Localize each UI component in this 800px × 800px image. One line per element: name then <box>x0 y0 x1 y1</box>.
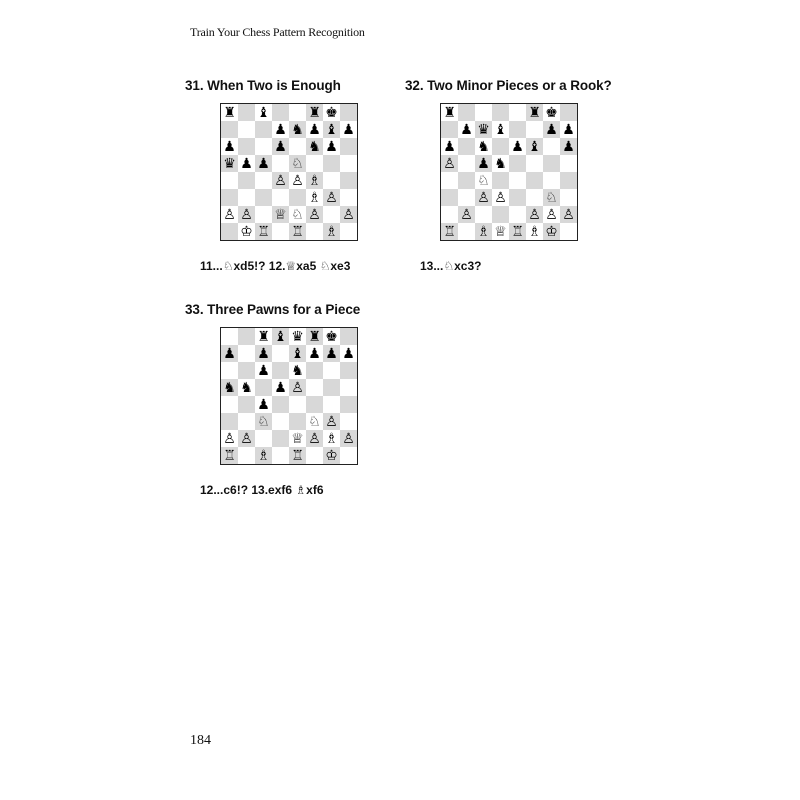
black-pawn-icon: ♟ <box>509 138 526 155</box>
move-text: 13... <box>420 259 444 273</box>
board-square <box>526 189 543 206</box>
black-rook-icon: ♜ <box>306 328 323 345</box>
puzzle-title: 33. Three Pawns for a Piece <box>185 302 361 317</box>
white-pawn-icon: ♙ <box>323 413 340 430</box>
white-pawn-icon: ♙ <box>306 430 323 447</box>
white-rook-icon: ♖ <box>255 223 272 240</box>
white-bishop-icon: ♗ <box>323 430 340 447</box>
figurine-icon: ♗ <box>295 483 307 497</box>
board-square <box>340 447 357 464</box>
board-square <box>323 206 340 223</box>
white-bishop-icon: ♗ <box>526 223 543 240</box>
board-square <box>306 379 323 396</box>
board-square <box>458 172 475 189</box>
board-square <box>340 138 357 155</box>
board-square <box>526 172 543 189</box>
black-bishop-icon: ♝ <box>255 104 272 121</box>
white-king-icon: ♔ <box>323 447 340 464</box>
white-knight-icon: ♘ <box>289 155 306 172</box>
board-square <box>272 104 289 121</box>
white-pawn-icon: ♙ <box>323 189 340 206</box>
black-bishop-icon: ♝ <box>323 121 340 138</box>
board-square <box>221 328 238 345</box>
white-knight-icon: ♘ <box>543 189 560 206</box>
white-pawn-icon: ♙ <box>492 189 509 206</box>
board-square <box>340 413 357 430</box>
board-square <box>238 362 255 379</box>
board-square <box>272 396 289 413</box>
white-pawn-icon: ♙ <box>560 206 577 223</box>
puzzle-title: 31. When Two is Enough <box>185 78 341 93</box>
white-queen-icon: ♕ <box>289 430 306 447</box>
white-queen-icon: ♕ <box>272 206 289 223</box>
move-text: 11... <box>200 259 223 273</box>
move-line-33 <box>200 483 324 497</box>
black-knight-icon: ♞ <box>306 138 323 155</box>
board-square <box>306 223 323 240</box>
black-pawn-icon: ♟ <box>458 121 475 138</box>
board-square <box>238 104 255 121</box>
board-square <box>441 172 458 189</box>
board-square <box>509 206 526 223</box>
board-square <box>238 345 255 362</box>
board-square <box>340 189 357 206</box>
white-pawn-icon: ♙ <box>238 430 255 447</box>
board-square <box>272 345 289 362</box>
white-pawn-icon: ♙ <box>458 206 475 223</box>
white-bishop-icon: ♗ <box>306 172 323 189</box>
board-square <box>238 447 255 464</box>
black-pawn-icon: ♟ <box>272 379 289 396</box>
board-square <box>441 206 458 223</box>
board-square <box>340 223 357 240</box>
move-text: xe3 <box>330 259 351 273</box>
board-square <box>255 172 272 189</box>
board-square <box>289 396 306 413</box>
black-knight-icon: ♞ <box>238 379 255 396</box>
black-rook-icon: ♜ <box>221 104 238 121</box>
board-square <box>221 121 238 138</box>
board-square <box>560 189 577 206</box>
board-square <box>340 328 357 345</box>
black-pawn-icon: ♟ <box>306 121 323 138</box>
board-square <box>340 172 357 189</box>
board-square <box>272 362 289 379</box>
black-pawn-icon: ♟ <box>560 121 577 138</box>
white-bishop-icon: ♗ <box>255 447 272 464</box>
black-rook-icon: ♜ <box>526 104 543 121</box>
board-square <box>238 396 255 413</box>
black-pawn-icon: ♟ <box>340 345 357 362</box>
white-king-icon: ♔ <box>543 223 560 240</box>
black-bishop-icon: ♝ <box>289 345 306 362</box>
board-square <box>255 189 272 206</box>
board-square <box>272 430 289 447</box>
white-pawn-icon: ♙ <box>441 155 458 172</box>
white-pawn-icon: ♙ <box>543 206 560 223</box>
board-square <box>340 155 357 172</box>
black-knight-icon: ♞ <box>492 155 509 172</box>
board-square <box>221 223 238 240</box>
black-bishop-icon: ♝ <box>526 138 543 155</box>
board-square <box>306 447 323 464</box>
white-knight-icon: ♘ <box>475 172 492 189</box>
board-square <box>560 155 577 172</box>
white-rook-icon: ♖ <box>441 223 458 240</box>
white-pawn-icon: ♙ <box>475 189 492 206</box>
board-square <box>238 138 255 155</box>
white-pawn-icon: ♙ <box>289 379 306 396</box>
board-square <box>238 121 255 138</box>
chess-board-33 <box>220 327 358 465</box>
black-bishop-icon: ♝ <box>492 121 509 138</box>
board-square <box>306 155 323 172</box>
board-square <box>560 104 577 121</box>
white-queen-icon: ♕ <box>492 223 509 240</box>
board-square <box>289 189 306 206</box>
board-square <box>526 155 543 172</box>
white-bishop-icon: ♗ <box>323 223 340 240</box>
black-king-icon: ♚ <box>323 328 340 345</box>
puzzle-title: 32. Two Minor Pieces or a Rook? <box>405 78 612 93</box>
board-square <box>458 138 475 155</box>
move-text: xc3? <box>454 259 482 273</box>
page-number: 184 <box>190 733 211 748</box>
board-square <box>272 223 289 240</box>
black-pawn-icon: ♟ <box>272 138 289 155</box>
black-pawn-icon: ♟ <box>255 345 272 362</box>
move-text: xf6 <box>306 483 324 497</box>
white-bishop-icon: ♗ <box>475 223 492 240</box>
black-bishop-icon: ♝ <box>272 328 289 345</box>
board-square <box>221 189 238 206</box>
board-square <box>238 189 255 206</box>
white-knight-icon: ♘ <box>255 413 272 430</box>
black-rook-icon: ♜ <box>441 104 458 121</box>
board-square <box>323 172 340 189</box>
black-pawn-icon: ♟ <box>306 345 323 362</box>
board-square <box>238 172 255 189</box>
board-square <box>272 413 289 430</box>
board-square <box>441 121 458 138</box>
white-pawn-icon: ♙ <box>272 172 289 189</box>
board-square <box>289 138 306 155</box>
figurine-icon: ♘ <box>319 259 331 273</box>
board-square <box>238 413 255 430</box>
board-square <box>323 379 340 396</box>
board-square <box>306 362 323 379</box>
white-pawn-icon: ♙ <box>340 430 357 447</box>
board-square <box>458 155 475 172</box>
black-knight-icon: ♞ <box>289 121 306 138</box>
move-line-31 <box>200 259 350 273</box>
puzzle-33 <box>185 302 360 317</box>
puzzle-32 <box>405 78 612 93</box>
board-square <box>441 189 458 206</box>
board-square <box>323 396 340 413</box>
black-knight-icon: ♞ <box>221 379 238 396</box>
black-pawn-icon: ♟ <box>340 121 357 138</box>
black-pawn-icon: ♟ <box>221 345 238 362</box>
board-square <box>255 430 272 447</box>
black-king-icon: ♚ <box>323 104 340 121</box>
black-queen-icon: ♛ <box>289 328 306 345</box>
black-rook-icon: ♜ <box>255 328 272 345</box>
board-square <box>560 223 577 240</box>
black-queen-icon: ♛ <box>475 121 492 138</box>
black-pawn-icon: ♟ <box>560 138 577 155</box>
board-square <box>289 413 306 430</box>
running-head: Train Your Chess Pattern Recognition <box>190 25 365 39</box>
board-square <box>272 189 289 206</box>
board-square <box>306 396 323 413</box>
white-king-icon: ♔ <box>238 223 255 240</box>
move-text: 12...c6!? 13.exf6 <box>200 483 296 497</box>
board-square <box>221 396 238 413</box>
board-square <box>458 189 475 206</box>
move-text: xd5!? 12. <box>233 259 286 273</box>
board-square <box>323 155 340 172</box>
board-square <box>492 206 509 223</box>
black-pawn-icon: ♟ <box>238 155 255 172</box>
white-rook-icon: ♖ <box>509 223 526 240</box>
board-square <box>509 155 526 172</box>
white-pawn-icon: ♙ <box>221 430 238 447</box>
black-pawn-icon: ♟ <box>543 121 560 138</box>
board-square <box>458 223 475 240</box>
white-rook-icon: ♖ <box>221 447 238 464</box>
white-pawn-icon: ♙ <box>289 172 306 189</box>
white-knight-icon: ♘ <box>306 413 323 430</box>
board-square <box>475 104 492 121</box>
black-king-icon: ♚ <box>543 104 560 121</box>
chess-board-31 <box>220 103 358 241</box>
board-square <box>475 206 492 223</box>
black-pawn-icon: ♟ <box>255 396 272 413</box>
white-pawn-icon: ♙ <box>221 206 238 223</box>
board-square <box>255 379 272 396</box>
board-square <box>543 138 560 155</box>
white-pawn-icon: ♙ <box>306 206 323 223</box>
board-square <box>560 172 577 189</box>
white-rook-icon: ♖ <box>289 223 306 240</box>
board-square <box>272 155 289 172</box>
figurine-icon: ♘ <box>222 259 234 273</box>
board-square <box>289 104 306 121</box>
board-square <box>543 155 560 172</box>
board-square <box>509 189 526 206</box>
move-text: xa5 <box>296 259 320 273</box>
black-queen-icon: ♛ <box>221 155 238 172</box>
board-square <box>272 447 289 464</box>
board-square <box>255 121 272 138</box>
white-pawn-icon: ♙ <box>238 206 255 223</box>
black-pawn-icon: ♟ <box>272 121 289 138</box>
black-pawn-icon: ♟ <box>441 138 458 155</box>
board-square <box>458 104 475 121</box>
board-square <box>323 362 340 379</box>
puzzle-31 <box>185 78 341 93</box>
figurine-icon: ♕ <box>285 259 297 273</box>
white-pawn-icon: ♙ <box>340 206 357 223</box>
board-square <box>340 104 357 121</box>
board-square <box>255 138 272 155</box>
board-square <box>340 362 357 379</box>
board-square <box>492 104 509 121</box>
board-square <box>221 362 238 379</box>
white-rook-icon: ♖ <box>289 447 306 464</box>
black-pawn-icon: ♟ <box>255 362 272 379</box>
black-pawn-icon: ♟ <box>323 138 340 155</box>
board-square <box>509 172 526 189</box>
black-knight-icon: ♞ <box>289 362 306 379</box>
figurine-icon: ♘ <box>443 259 455 273</box>
board-square <box>492 138 509 155</box>
board-square <box>340 396 357 413</box>
white-pawn-icon: ♙ <box>526 206 543 223</box>
board-square <box>340 379 357 396</box>
board-square <box>221 413 238 430</box>
black-rook-icon: ♜ <box>306 104 323 121</box>
chess-board-32 <box>440 103 578 241</box>
black-pawn-icon: ♟ <box>255 155 272 172</box>
white-bishop-icon: ♗ <box>306 189 323 206</box>
white-knight-icon: ♘ <box>289 206 306 223</box>
board-square <box>543 172 560 189</box>
board-square <box>492 172 509 189</box>
board-square <box>255 206 272 223</box>
board-square <box>526 121 543 138</box>
black-pawn-icon: ♟ <box>475 155 492 172</box>
board-square <box>509 104 526 121</box>
black-pawn-icon: ♟ <box>221 138 238 155</box>
board-square <box>509 121 526 138</box>
board-square <box>221 172 238 189</box>
black-pawn-icon: ♟ <box>323 345 340 362</box>
move-line-32 <box>420 259 481 273</box>
board-square <box>238 328 255 345</box>
black-knight-icon: ♞ <box>475 138 492 155</box>
